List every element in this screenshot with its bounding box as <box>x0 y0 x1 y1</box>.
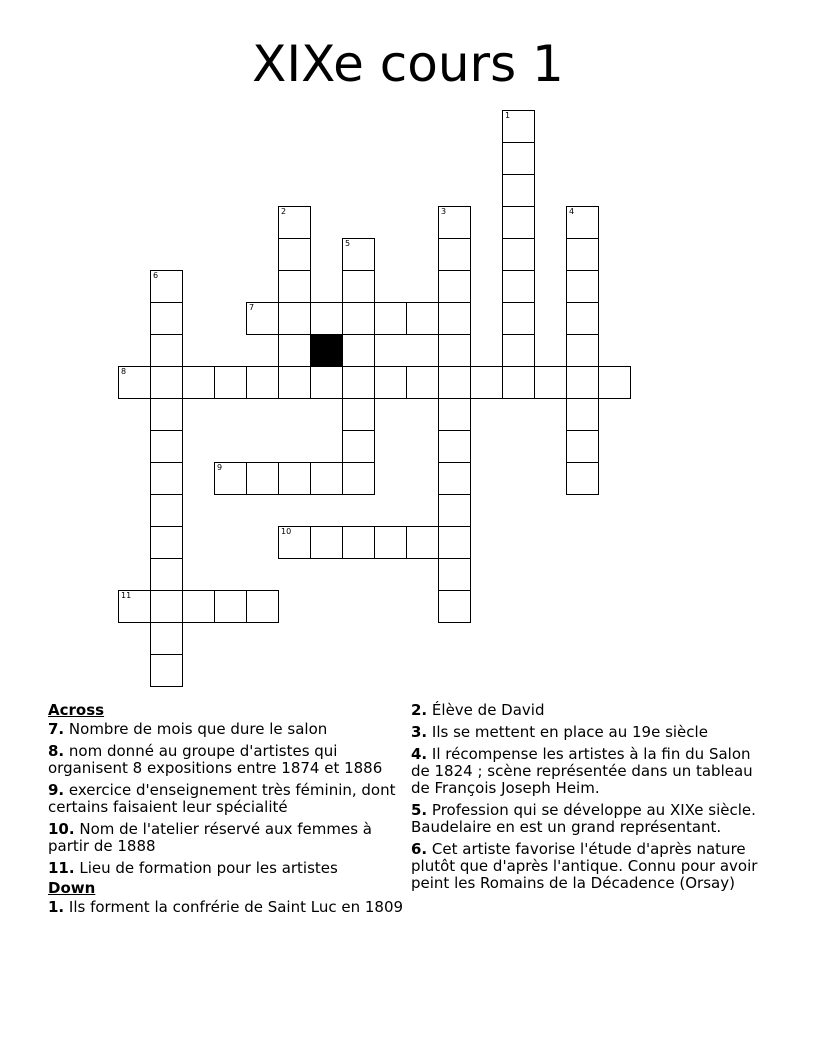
grid-cell[interactable] <box>150 494 183 527</box>
clue-down-6 <box>411 841 771 892</box>
grid-cell[interactable] <box>246 590 279 623</box>
clue-text: Il récompense les artistes à la fin du Salon de 1824 ; scène représentée dans un tableau de François Joseph Heim. <box>411 745 753 797</box>
grid-cell[interactable] <box>438 398 471 431</box>
grid-cell[interactable] <box>150 302 183 335</box>
grid-cell[interactable] <box>438 206 471 239</box>
grid-cell[interactable] <box>310 462 343 495</box>
clue-number: 3. <box>411 723 428 741</box>
grid-cell[interactable] <box>278 462 311 495</box>
clue-text: Nombre de mois que dure le salon <box>68 720 328 738</box>
cell-number: 6 <box>153 271 159 280</box>
grid-cell[interactable] <box>310 526 343 559</box>
across-heading: Across <box>48 701 105 719</box>
grid-cell[interactable] <box>342 238 375 271</box>
grid-cell[interactable] <box>566 302 599 335</box>
grid-cell[interactable] <box>470 366 503 399</box>
clue-down-3 <box>411 724 771 741</box>
grid-cell[interactable] <box>150 334 183 367</box>
clue-number: 2. <box>411 701 428 719</box>
clue-number: 5. <box>411 801 428 819</box>
clue-number: 9. <box>48 781 65 799</box>
clue-text: exercice d'enseignement très féminin, dont certains faisaient leur spécialité <box>48 781 396 816</box>
cell-number: 3 <box>441 207 447 216</box>
clue-down-5 <box>411 802 771 836</box>
clue-across-9 <box>48 782 408 816</box>
grid-cell[interactable] <box>278 206 311 239</box>
clue-down-1 <box>48 899 408 916</box>
clue-down-2 <box>411 702 771 719</box>
grid-cell[interactable] <box>342 462 375 495</box>
cell-number: 8 <box>121 367 127 376</box>
grid-cell[interactable] <box>278 302 311 335</box>
clue-number: 1. <box>48 898 65 916</box>
puzzle-title: XIXe cours 1 <box>252 35 564 93</box>
grid-cell[interactable] <box>342 334 375 367</box>
clue-number: 11. <box>48 859 75 877</box>
clue-text: Nom de l'atelier réservé aux femmes à partir de 1888 <box>48 820 372 855</box>
grid-cell[interactable] <box>342 270 375 303</box>
grid-cell[interactable] <box>150 398 183 431</box>
grid-cell[interactable] <box>502 334 535 367</box>
grid-cell[interactable] <box>310 366 343 399</box>
grid-cell[interactable] <box>150 526 183 559</box>
clue-across-7 <box>48 721 408 738</box>
grid-cell[interactable] <box>374 302 407 335</box>
grid-cell[interactable] <box>438 270 471 303</box>
grid-cell[interactable] <box>150 270 183 303</box>
grid-cell[interactable] <box>438 238 471 271</box>
grid-cell[interactable] <box>406 302 439 335</box>
clue-text: Profession qui se développe au XIXe siècle. Baudelaire en est un grand représentant. <box>411 801 756 836</box>
grid-cell[interactable] <box>342 398 375 431</box>
clue-across-8 <box>48 743 408 777</box>
grid-cell[interactable] <box>566 366 599 399</box>
grid-cell[interactable] <box>150 430 183 463</box>
cell-number: 5 <box>345 239 351 248</box>
clue-text: nom donné au groupe d'artistes qui organisent 8 expositions entre 1874 et 1886 <box>48 742 383 777</box>
grid-cell[interactable] <box>502 366 535 399</box>
cell-number: 1 <box>505 111 511 120</box>
grid-cell[interactable] <box>502 174 535 207</box>
grid-cell[interactable] <box>182 366 215 399</box>
grid-cell[interactable] <box>502 238 535 271</box>
grid-cell[interactable] <box>438 526 471 559</box>
clue-number: 4. <box>411 745 428 763</box>
grid-cell[interactable] <box>598 366 631 399</box>
grid-cell[interactable] <box>438 366 471 399</box>
grid-cell[interactable] <box>438 558 471 591</box>
grid-cell[interactable] <box>214 590 247 623</box>
grid-cell[interactable] <box>278 270 311 303</box>
cell-number: 9 <box>217 463 223 472</box>
grid-cell[interactable] <box>182 590 215 623</box>
grid-cell[interactable] <box>534 366 567 399</box>
clues-right-column <box>411 702 771 897</box>
cell-number: 4 <box>569 207 575 216</box>
grid-cell[interactable] <box>278 334 311 367</box>
grid-cell[interactable] <box>214 462 247 495</box>
grid-cell[interactable] <box>214 366 247 399</box>
grid-cell[interactable] <box>150 558 183 591</box>
grid-cell[interactable] <box>566 398 599 431</box>
clue-number: 8. <box>48 742 65 760</box>
grid-cell[interactable] <box>310 302 343 335</box>
clues-left-column <box>48 702 408 921</box>
clue-across-10 <box>48 821 408 855</box>
clue-number: 7. <box>48 720 65 738</box>
grid-cell[interactable] <box>566 430 599 463</box>
clue-text: Élève de David <box>431 701 545 719</box>
grid-cell[interactable] <box>438 302 471 335</box>
grid-cell[interactable] <box>566 334 599 367</box>
clue-number: 6. <box>411 840 428 858</box>
grid-cell[interactable] <box>438 430 471 463</box>
grid-cell[interactable] <box>150 366 183 399</box>
grid-cell[interactable] <box>278 526 311 559</box>
down-heading: Down <box>48 879 96 897</box>
grid-cell[interactable] <box>342 526 375 559</box>
clue-text: Ils se mettent en place au 19e siècle <box>431 723 708 741</box>
grid-cell[interactable] <box>502 270 535 303</box>
grid-cell[interactable] <box>150 462 183 495</box>
grid-cell[interactable] <box>150 654 183 687</box>
grid-cell[interactable] <box>278 238 311 271</box>
grid-cell[interactable] <box>438 494 471 527</box>
grid-cell[interactable] <box>502 302 535 335</box>
cell-number: 11 <box>121 591 132 600</box>
grid-cell[interactable] <box>342 430 375 463</box>
clue-text: Ils forment la confrérie de Saint Luc en 1809 <box>68 898 404 916</box>
grid-cell[interactable] <box>502 142 535 175</box>
grid-cell[interactable] <box>246 366 279 399</box>
grid-cell[interactable] <box>246 302 279 335</box>
grid-cell[interactable] <box>438 334 471 367</box>
grid-cell[interactable] <box>374 366 407 399</box>
grid-cell[interactable] <box>566 238 599 271</box>
grid-cell[interactable] <box>246 462 279 495</box>
grid-cell[interactable] <box>406 526 439 559</box>
grid-cell[interactable] <box>150 590 183 623</box>
cell-number: 2 <box>281 207 287 216</box>
grid-cell[interactable] <box>374 526 407 559</box>
grid-cell[interactable] <box>342 366 375 399</box>
clue-down-4 <box>411 746 771 797</box>
black-square <box>310 334 343 367</box>
clue-number: 10. <box>48 820 75 838</box>
grid-cell[interactable] <box>566 462 599 495</box>
grid-cell[interactable] <box>342 302 375 335</box>
cell-number: 7 <box>249 303 255 312</box>
clue-across-11 <box>48 860 408 877</box>
grid-cell[interactable] <box>118 590 151 623</box>
grid-cell[interactable] <box>566 270 599 303</box>
clue-text: Lieu de formation pour les artistes <box>79 859 338 877</box>
grid-cell[interactable] <box>566 206 599 239</box>
grid-cell[interactable] <box>118 366 151 399</box>
grid-cell[interactable] <box>502 206 535 239</box>
grid-cell[interactable] <box>438 590 471 623</box>
grid-cell[interactable] <box>150 622 183 655</box>
cell-number: 10 <box>281 527 292 536</box>
grid-cell[interactable] <box>438 462 471 495</box>
grid-cell[interactable] <box>406 366 439 399</box>
grid-cell[interactable] <box>502 110 535 143</box>
grid-cell[interactable] <box>278 366 311 399</box>
clue-text: Cet artiste favorise l'étude d'après nature plutôt que d'après l'antique. Connu pour avoir peint les Romains de la Décadence (Orsay) <box>411 840 758 892</box>
